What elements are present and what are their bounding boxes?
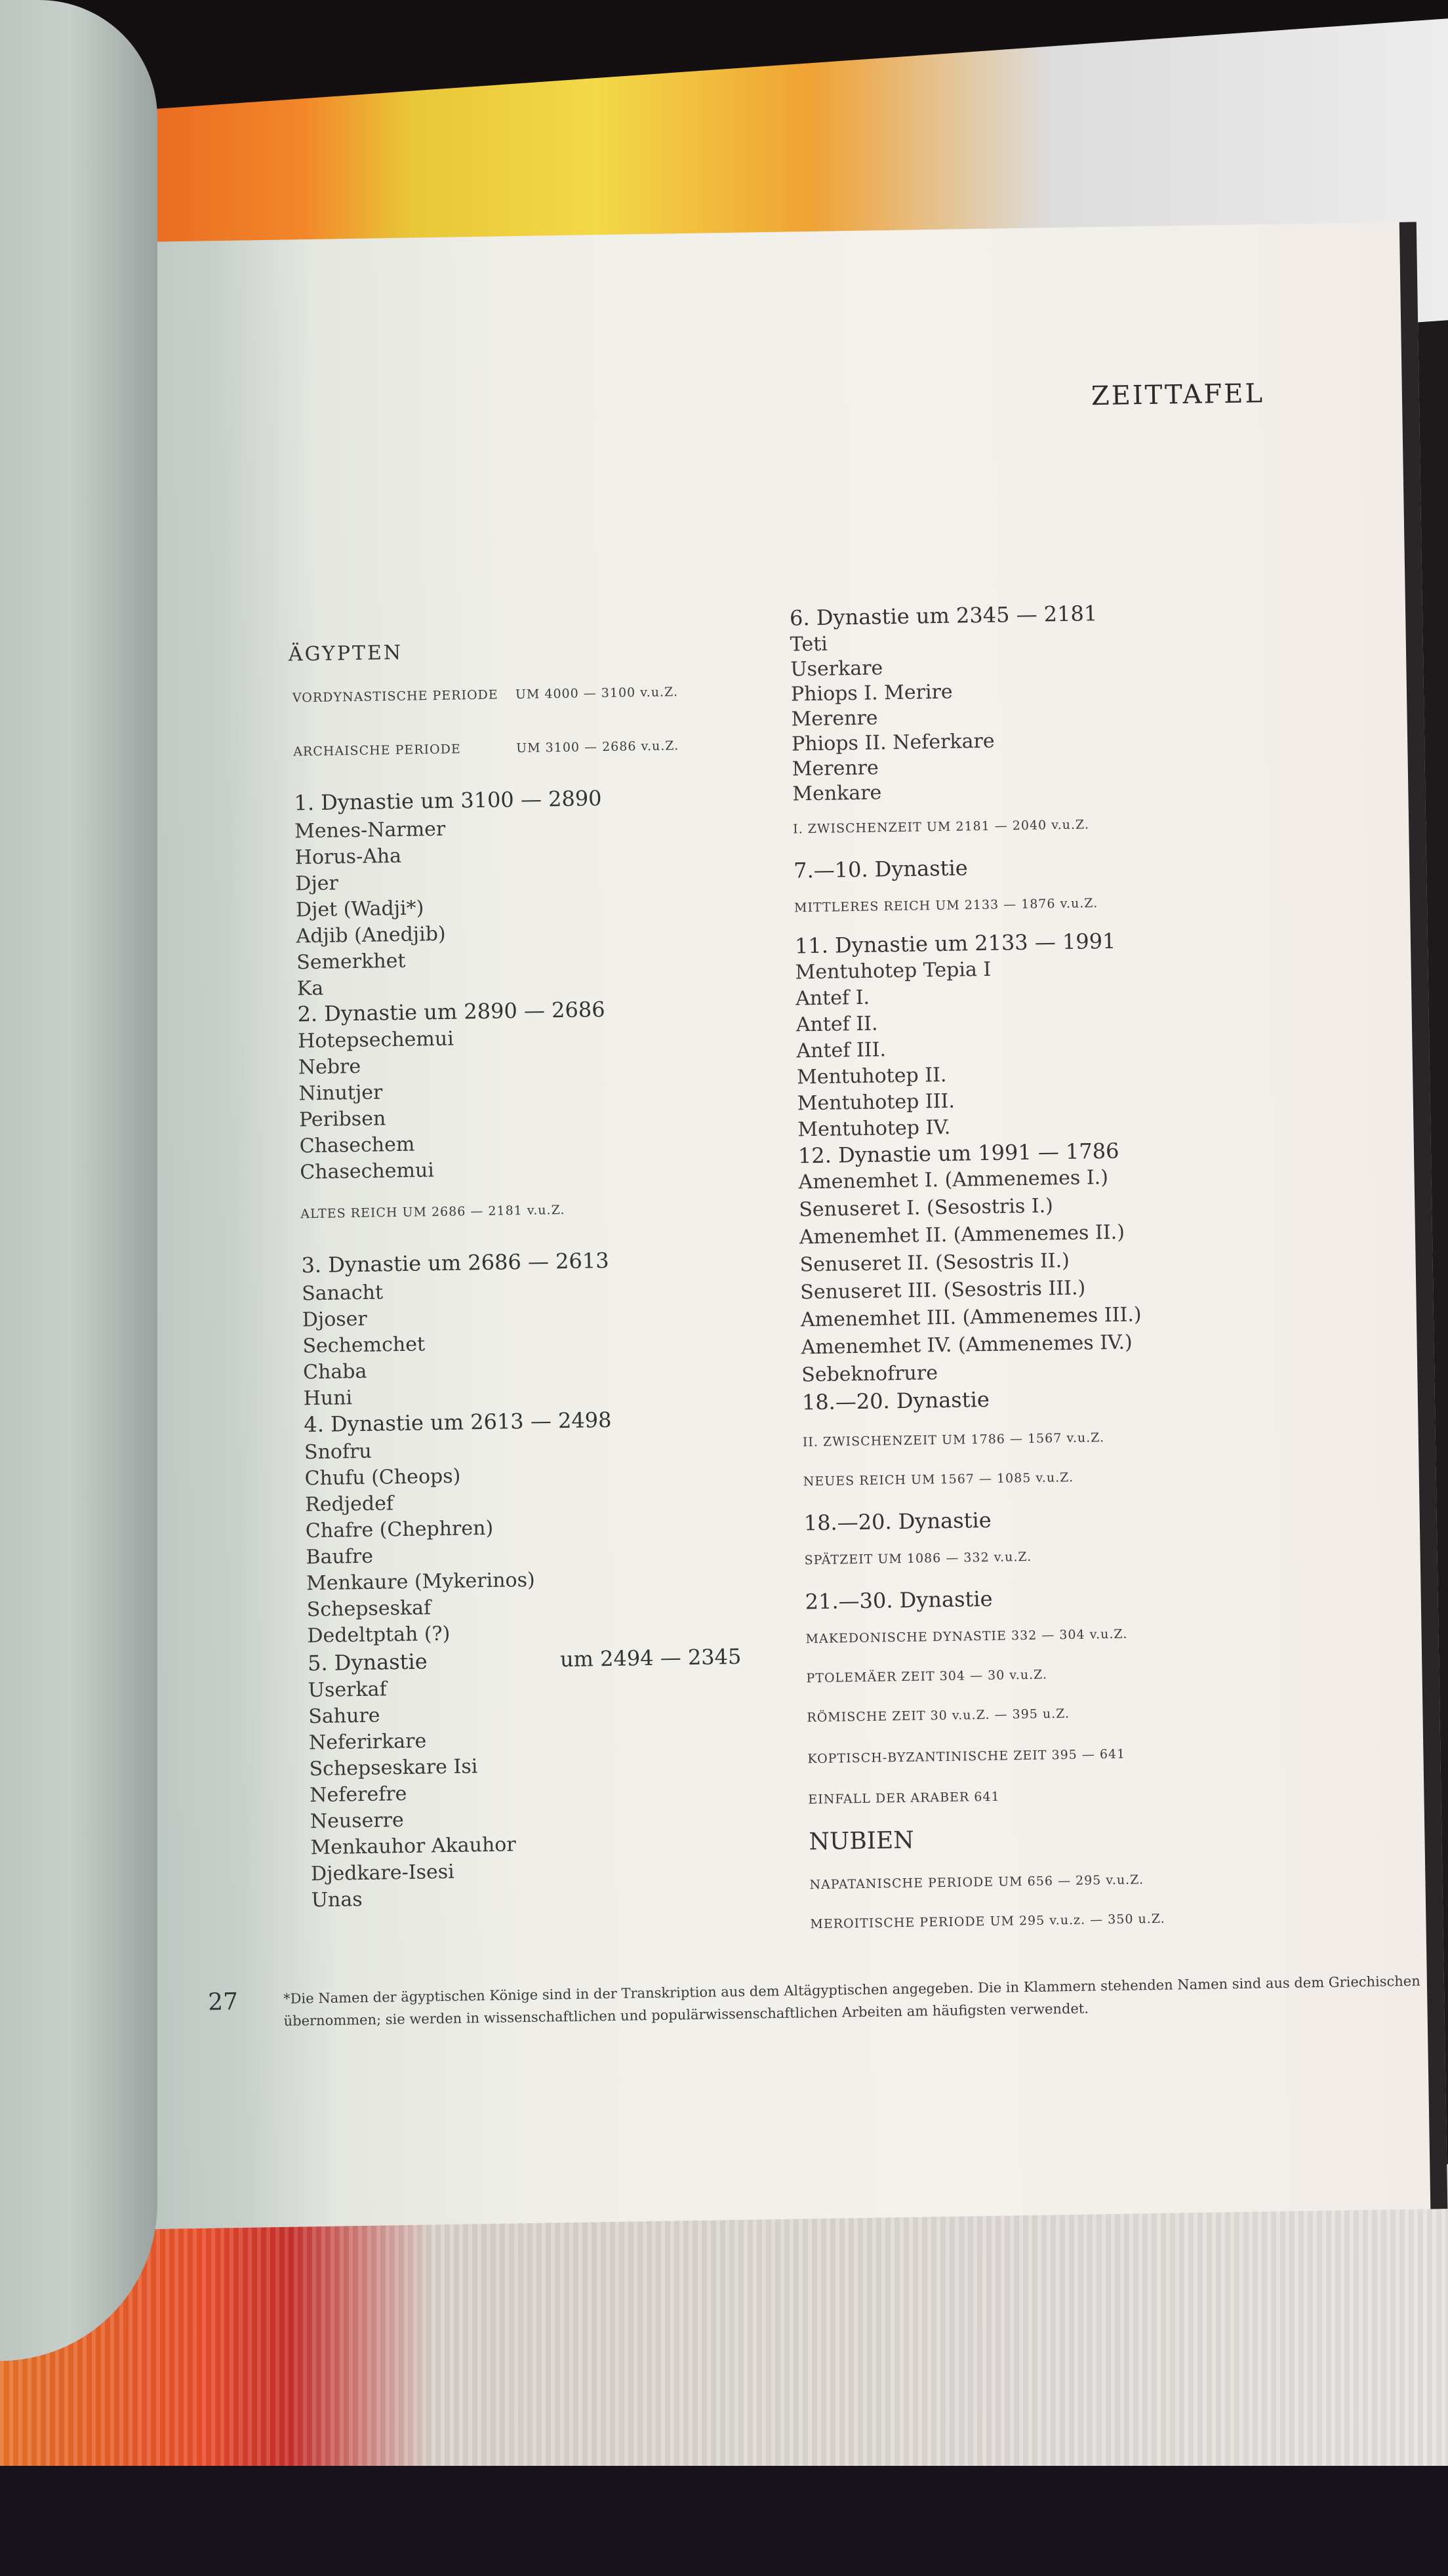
king-name: Djer (295, 872, 339, 896)
dynasty-heading: 3. Dynastie um 2686 — 2613 (301, 1247, 609, 1278)
king-name: Horus-Aha (294, 844, 402, 870)
king-name: Schepseskare Isi (309, 1755, 478, 1781)
dynasty-heading: 11. Dynastie um 2133 — 1991 (794, 928, 1116, 959)
king-name: Userkaf (308, 1678, 387, 1702)
period-einfall: EINFALL DER ARABER 641 (808, 1789, 1000, 1807)
period-archaisch-date: UM 3100 — 2686 v.u.Z. (516, 738, 679, 756)
king-name: Senuseret II. (Sesostris II.) (799, 1249, 1070, 1277)
king-name: Phiops II. Neferkare (791, 729, 995, 756)
period-altes-reich: ALTES REICH UM 2686 — 2181 v.u.Z. (300, 1203, 565, 1222)
period-spaetzeit: SPÄTZEIT UM 1086 — 332 v.u.Z. (804, 1549, 1032, 1568)
king-name: Antef III. (796, 1038, 887, 1063)
king-name: Peribsen (298, 1107, 386, 1132)
king-name: Senuseret I. (Sesostris I.) (799, 1194, 1054, 1222)
period-koptisch: KOPTISCH-BYZANTINISCHE ZEIT 395 — 641 (807, 1746, 1126, 1767)
king-name: Semerkhet (296, 949, 406, 975)
dynasty-heading: 5. Dynastie (307, 1649, 428, 1676)
king-name: Mentuhotep Tepia I (795, 957, 992, 984)
period-zwischenzeit-2: II. ZWISCHENZEIT UM 1786 — 1567 v.u.Z. (802, 1430, 1105, 1450)
king-name: Chasechem (299, 1133, 415, 1158)
king-name: Sebeknofrure (801, 1361, 938, 1387)
period-zwischenzeit-1: I. ZWISCHENZEIT UM 2181 — 2040 v.u.Z. (793, 817, 1090, 837)
king-name: Amenemhet I. (Ammenemes I.) (798, 1165, 1109, 1194)
section-heading-nubien: NUBIEN (809, 1826, 915, 1856)
book-page (98, 222, 1447, 2229)
king-name: Antef I. (795, 986, 870, 1011)
dynasty-heading: 1. Dynastie um 3100 — 2890 (294, 786, 602, 816)
dynasty-heading: 18.—20. Dynastie (801, 1386, 990, 1415)
period-ptolemaeer: PTOLEMÄER ZEIT 304 — 30 v.u.Z. (806, 1667, 1048, 1686)
period-neues-reich: NEUES REICH UM 1567 — 1085 v.u.Z. (803, 1470, 1074, 1489)
king-name: Merenre (792, 756, 879, 781)
dynasty-heading: 2. Dynastie um 2890 — 2686 (297, 997, 605, 1027)
background-bottom (0, 2466, 1448, 2576)
king-name: Hotepsechemui (297, 1027, 454, 1053)
king-name: Neferefre (309, 1782, 407, 1807)
king-name: Menes-Narmer (294, 817, 446, 843)
king-name: Ninutjer (298, 1081, 383, 1106)
dynasty-heading: 12. Dynastie um 1991 — 1786 (797, 1138, 1119, 1169)
king-name: Baufre (306, 1544, 374, 1569)
king-name: Sechemchet (302, 1333, 426, 1358)
period-napatanische: NAPATANISCHE PERIODE UM 656 — 295 v.u.Z. (809, 1872, 1144, 1893)
period-vordynastisch-date: UM 4000 — 3100 v.u.Z. (515, 685, 679, 702)
king-name: Unas (311, 1887, 363, 1912)
king-name: Sahure (308, 1704, 380, 1729)
king-name: Nebre (298, 1055, 361, 1079)
king-name: Huni (303, 1386, 353, 1411)
king-name: Djedkare-Isesi (310, 1860, 454, 1886)
section-heading-aegypten: ÄGYPTEN (288, 641, 403, 666)
king-name: Mentuhotep IV. (797, 1116, 951, 1142)
king-name: Neferirkare (308, 1729, 427, 1755)
king-name: Mentuhotep II. (796, 1063, 947, 1089)
king-name: Menkauhor Akauhor (310, 1833, 516, 1860)
king-name: Chufu (Cheops) (304, 1464, 461, 1491)
king-name: Redjedef (304, 1492, 394, 1517)
king-name: Snofru (304, 1439, 372, 1464)
king-name: Merenre (791, 706, 878, 731)
king-name: Djet (Wadji*) (295, 896, 424, 922)
dynasty-heading: 4. Dynastie um 2613 — 2498 (304, 1407, 612, 1438)
king-name: Phiops I. Merire (790, 680, 953, 706)
period-roemische: RÖMISCHE ZEIT 30 v.u.Z. — 395 u.Z. (807, 1706, 1070, 1725)
king-name: Schepseskaf (306, 1596, 432, 1622)
king-name: Adjib (Anedjib) (296, 922, 446, 948)
king-name: Amenemhet IV. (Ammenemes IV.) (801, 1331, 1133, 1359)
king-name: Sanacht (301, 1281, 384, 1306)
king-name: Chaba (302, 1359, 367, 1384)
king-name: Dedeltptah (?) (307, 1622, 451, 1648)
king-name: Djoser (302, 1307, 368, 1332)
page-number: 27 (207, 1988, 239, 2016)
king-name: Senuseret III. (Sesostris III.) (800, 1276, 1086, 1304)
period-makedonische: MAKEDONISCHE DYNASTIE 332 — 304 v.u.Z. (805, 1626, 1128, 1647)
king-name: Neuserre (310, 1808, 405, 1834)
king-name: Amenemhet III. (Ammenemes III.) (800, 1303, 1142, 1332)
king-name: Chasechemui (300, 1159, 435, 1184)
dynasty-heading: 18.—20. Dynastie (803, 1507, 992, 1536)
king-name: Userkare (790, 656, 883, 681)
king-name: Teti (790, 632, 828, 656)
page-title: ZEITTAFEL (1091, 378, 1265, 412)
period-meroitische: MEROITISCHE PERIODE UM 295 v.u.z. — 350 u.Z. (810, 1911, 1165, 1932)
king-name: Menkare (792, 781, 882, 806)
dynasty-heading: 21.—30. Dynastie (805, 1586, 993, 1615)
period-mittleres-reich: MITTLERES REICH UM 2133 — 1876 v.u.Z. (794, 896, 1098, 916)
king-name: Ka (296, 976, 324, 1001)
dynasty-heading: 7.—10. Dynastie (793, 855, 968, 883)
period-archaisch: ARCHAISCHE PERIODE (293, 742, 461, 759)
footnote: *Die Namen der ägyptischen Könige sind in der Transkription aus dem Altägyptischen angegeben. Die in Klammern stehenden Namen sind aus dem Griechischen übernommen; sie werden in wissenschaftlichen und populärwissenschaftlichen Arbeiten am häufigsten verwendet. (283, 1973, 1420, 2029)
dynasty-heading: 6. Dynastie um 2345 — 2181 (789, 601, 1098, 631)
king-name: Amenemhet II. (Ammenemes II.) (799, 1220, 1125, 1249)
left-page-curl (0, 0, 157, 2361)
dynasty-date: um 2494 — 2345 (559, 1643, 742, 1672)
king-name: Mentuhotep III. (797, 1089, 955, 1116)
period-vordynastisch: VORDYNASTISCHE PERIODE (292, 687, 498, 706)
king-name: Menkaure (Mykerinos) (306, 1568, 535, 1596)
king-name: Chafre (Chephren) (305, 1516, 494, 1543)
king-name: Antef II. (795, 1012, 878, 1037)
page-edge (1399, 222, 1448, 2209)
